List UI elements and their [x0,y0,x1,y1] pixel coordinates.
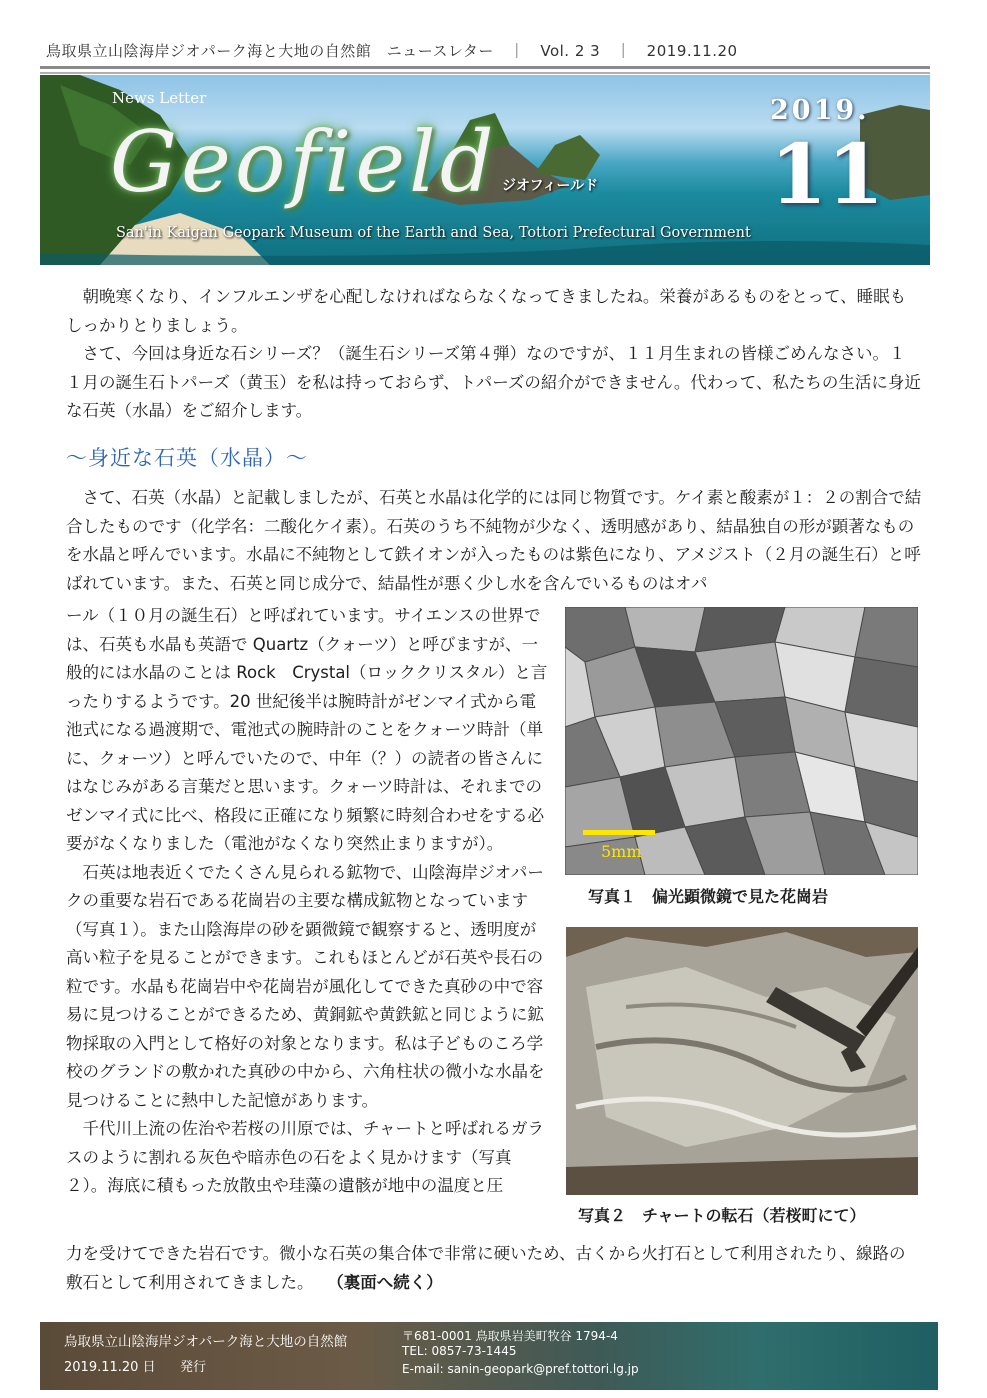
footer-email[interactable]: E-mail: sanin-geopark@pref.tottori.lg.jp [402,1362,639,1376]
footer-museum-name: 鳥取県立山陰海岸ジオパーク海と大地の自然館 [64,1334,348,1350]
body-column [66,602,552,1201]
body-paragraph-end [66,1240,922,1297]
scale-bar [583,830,655,835]
photo-2-caption: 写真２ チャートの転石（若桜町にて） [578,1206,866,1225]
body-text-5: 力を受けてできた岩石です。微小な石英の集合体で非常に硬いため、古くから火打石として利用されたり、線路の敷石として利用されてきました。 [66,1244,906,1292]
header-rule [40,66,930,69]
footer-tel: TEL: 0857-73-1445 [402,1344,517,1358]
body-text-2: ール（１０月の誕生石）と呼ばれています。サイエンスの世界では、石英も水晶も英語で Quartz（クォーツ）と呼びますが、一般的には水晶のことは Rock Crystal（ロッククリスタル）と言ったりするようです。20 世紀後半は腕時計がゼンマイ式から電池式になる過渡期で、電池式の腕時計のことをクォーツ時計（単に、クォーツ）と呼んでいたので、中年（？）の読者の皆さんにはなじみがある言葉だと思います。クォーツ時計は、それまでのゼンマイ式に比べ、格段に正確になり頻繁に時刻合わせをする必要がなくなりました（電池がなくなり突然止まりますが）。 [66,606,548,853]
intro-paragraph-1: 朝晩寒くなり、インフルエンザを心配しなければならなくなってきましたね。栄養があるものをとって、睡眠もしっかりとりましょう。 [66,287,907,335]
photo-granite-microscope [565,607,918,875]
title-banner [40,75,930,265]
newsletter-title-kana: ジオフィールド [502,178,599,194]
intro-paragraph-2: さて、今回は身近な石シリーズ？（誕生石シリーズ第４弾）なのですが、１１月生まれの皆様ごめんなさい。１１月の誕生石トパーズ（黄玉）を私は持っておらず、トパーズの紹介ができません。代わって、私たちの生活に身近な石英（水晶）をご紹介します。 [66,344,921,420]
header-rule-thin [40,72,930,74]
newsletter-title: Geofield [110,113,498,211]
scale-label: 5mm [601,842,642,861]
continued-note: （裏面へ続く） [335,1272,443,1292]
footer [40,1322,938,1390]
section-heading: ～身近な石英（水晶）～ [66,446,308,470]
chert-rock-image [566,927,918,1195]
museum-name-en: San'in Kaigan Geopark Museum of the Earth and Sea, Tottori Prefectural Government [116,225,751,241]
granite-thin-section-image [565,607,918,875]
photo-1-caption: 写真１ 偏光顕微鏡で見た花崗岩 [588,887,829,906]
body-paragraph-1 [66,484,922,598]
intro-text [66,283,922,426]
body-text-3: 石英は地表近くでたくさん見られる鉱物で、山陰海岸ジオパークの重要な岩石である花崗岩の主要な構成鉱物となっています（写真１）。また山陰海岸の砂を顕微鏡で観察すると、透明度が高い粒子を見ることができます。これもほとんどが石英や長石の粒です。水晶も花崗岩中や花崗岩が風化してできた真砂の中で容易に見つけることができるため、黄銅鉱や黄鉄鉱と同じように鉱物採取の入門として格好の対象となります。私は子どものころ学校のグランドの敷かれた真砂の中から、六角柱状の微小な水晶を見つけることに熱中した記憶があります。 [66,862,545,1110]
footer-date: 2019.11.20 日 [64,1360,156,1375]
body-text-4: 千代川上流の佐治や若桜の川原では、チャートと呼ばれるガラスのように割れる灰色や暗赤色の石をよく見かけます（写真２）。海底に積もった放散虫や珪藻の遺骸が地中の温度と圧 [66,1119,545,1195]
newsletter-header: 鳥取県立山陰海岸ジオパーク海と大地の自然館 ニュースレター ｜ Vol. 2 3 ｜ 2019.11.20 [46,42,738,60]
photo-chert-boulder [566,927,918,1195]
footer-address: 〒681-0001 鳥取県岩美町牧谷 1794-4 [402,1329,618,1343]
issue-year: 2019. [770,95,870,126]
footer-issued: 発行 [180,1360,207,1375]
issue-month: 11 [770,127,885,223]
body-text-1: さて、石英（水晶）と記載しましたが、石英と水晶は化学的には同じ物質です。ケイ素と酸素が１：２の割合で結合したものです（化学名：二酸化ケイ素）。石英のうち不純物が少なく、透明感があり、結晶独自の形が顕著なものを水晶と呼んでいます。水晶に不純物として鉄イオンが入ったものは紫色になり、アメジスト（２月の誕生石）と呼ばれています。また、石英と同じ成分で、結晶性が悪く少し水を含んでいるものはオパ [66,488,922,593]
news-letter-label: News Letter [112,89,207,107]
